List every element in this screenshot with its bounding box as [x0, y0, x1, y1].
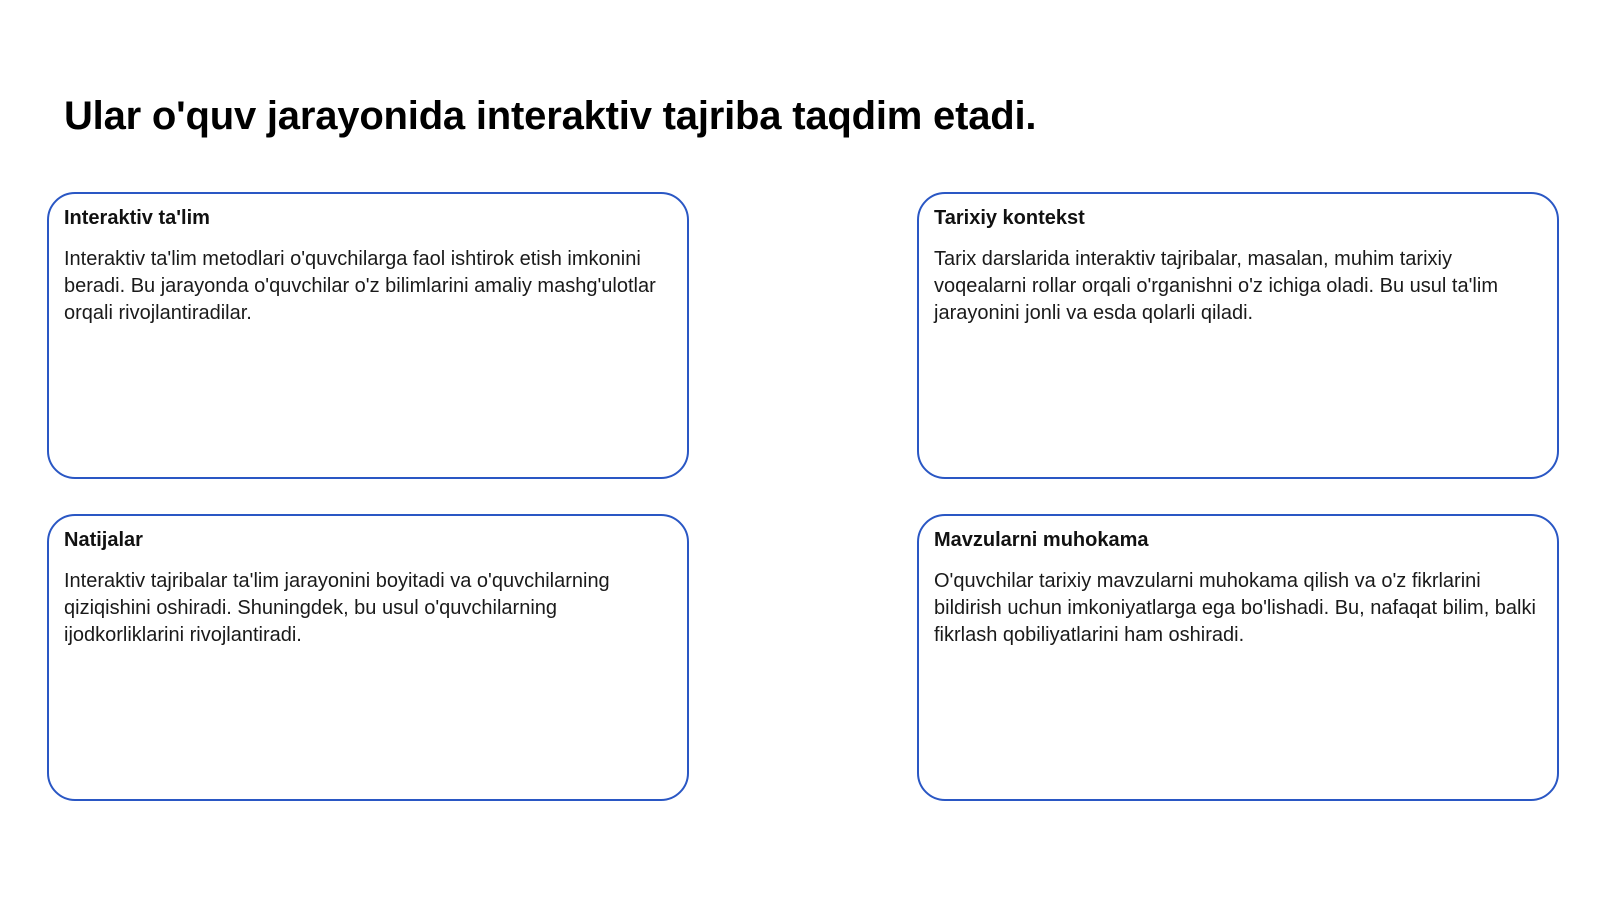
card-title: Mavzularni muhokama — [934, 529, 1149, 551]
card-title: Tarixiy kontekst — [934, 207, 1085, 229]
card-title: Natijalar — [64, 529, 143, 551]
card-mavzularni-muhokama — [917, 514, 1559, 801]
card-text: O'quvchilar tarixiy mavzularni muhokama qilish va o'z fikrlarini bildirish uchun imkoniyatlarga ega bo'lishadi. Bu, nafaqat bilim, balki fikrlash qobiliyatlarini ham oshiradi. — [934, 570, 1536, 646]
slide-title: Ular o'quv jarayonida interaktiv tajriba taqdim etadi. — [64, 94, 1037, 138]
card-natijalar — [47, 514, 689, 801]
card-interaktiv-talim — [47, 192, 689, 479]
card-text: Tarix darslarida interaktiv tajribalar, masalan, muhim tarixiy voqealarni rollar orqali o'rganishni o'z ichiga oladi. Bu usul ta'lim jarayonini jonli va esda qolarli qiladi. — [934, 248, 1498, 324]
card-title: Interaktiv ta'lim — [64, 207, 210, 229]
card-text: Interaktiv tajribalar ta'lim jarayonini boyitadi va o'quvchilarning qiziqishini oshiradi. Shuningdek, bu usul o'quvchilarning ijodkorliklarini rivojlantiradi. — [64, 570, 610, 646]
card-text: Interaktiv ta'lim metodlari o'quvchilarga faol ishtirok etish imkonini beradi. Bu jarayonda o'quvchilar o'z bilimlarini amaliy mashg'ulotlar orqali rivojlantiradilar. — [64, 248, 656, 324]
card-tarixiy-kontekst — [917, 192, 1559, 479]
